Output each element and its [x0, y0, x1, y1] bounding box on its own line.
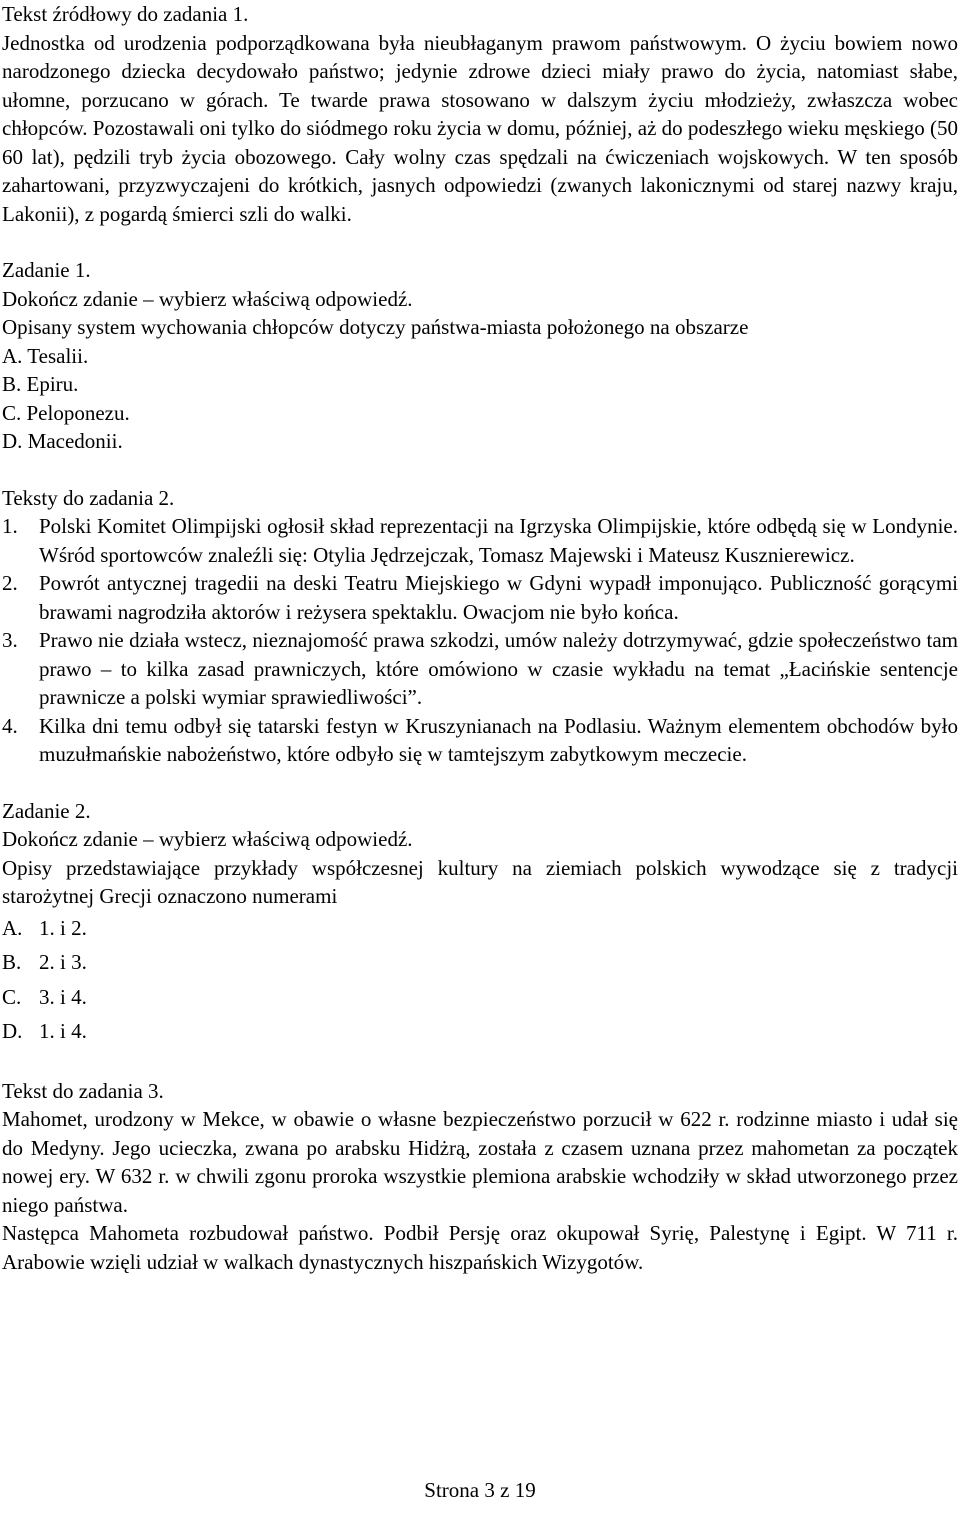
- option-label: A.: [2, 915, 23, 940]
- task-2-option-b[interactable]: [2, 945, 958, 980]
- task-2-option-c[interactable]: [2, 980, 958, 1015]
- option-text: 3. i 4.: [39, 984, 87, 1009]
- source-1-heading: Tekst źródłowy do zadania 1.: [2, 2, 249, 26]
- task-1-option-a[interactable]: A. Tesalii.: [2, 343, 89, 368]
- task-1-options: [2, 342, 958, 456]
- task-1-instruction: Dokończ zdanie – wybierz właściwą odpowiedź.: [2, 286, 413, 311]
- source-1-body: Jednostka od urodzenia podporządkowana była nieubłaganym prawom państwowym. O życiu bowiem nowo narodzonego dziecka decydowało państwo; jedynie zdrowe dzieci miały prawo do życia, natomiast słabe, ułomne, porzucano w górach. Te twarde prawa stosowano w dalszym życiu młodzieży, zwłaszcza wobec chłopców. Pozostawali oni tylko do siódmego roku życia w domu, później, aż do podeszłego wieku męskiego (50 60 lat), pędzili tryb życia obozowego. Cały wolny czas spędzali na ćwiczeniach wojskowych. W ten sposób zahartowani, przyzwyczajeni do krótkich, jasnych odpowiedzi (zwanych lakonicznymi od starej nazwy kraju, Lakonii), z pogardą śmierci szli do walki.: [2, 30, 958, 226]
- task-1-question: Opisany system wychowania chłopców dotyczy państwa-miasta położonego na obszarze: [2, 315, 749, 339]
- task-2-option-a[interactable]: [2, 911, 958, 946]
- texts-2-heading: Teksty do zadania 2.: [2, 485, 175, 510]
- page-number: Strona 3 z 19: [424, 1478, 536, 1502]
- text-2-item-text: Powrót antycznej tragedii na deski Teatru Miejskiego w Gdyni wypadł imponująco. Publiczność gorącymi brawami nagrodziła aktorów i reżysera spektaklu. Owacjom nie było końca.: [39, 571, 958, 624]
- task-2-option-d[interactable]: [2, 1014, 958, 1049]
- task-1-option-d[interactable]: D. Macedonii.: [2, 429, 123, 453]
- task-2: [2, 797, 958, 1049]
- task-2-instruction: Dokończ zdanie – wybierz właściwą odpowiedź.: [2, 827, 413, 851]
- task-1: [2, 256, 958, 456]
- text-2-item: [2, 569, 958, 626]
- text-2-item-text: Kilka dni temu odbył się tatarski festyn w Kruszynianach na Podlasiu. Ważnym elementem obchodów było muzułmańskie nabożeństwo, które odbyło się w tamtejszym zabytkowym meczecie.: [39, 713, 958, 766]
- task-1-option-c[interactable]: C. Peloponezu.: [2, 400, 130, 425]
- text-2-item: [2, 626, 958, 712]
- option-text: 1. i 4.: [39, 1019, 87, 1043]
- source-3-heading: Tekst do zadania 3.: [2, 1078, 164, 1103]
- option-label: B.: [2, 950, 22, 974]
- source-text-1: [2, 0, 958, 228]
- task-1-option-b[interactable]: B. Epiru.: [2, 372, 79, 396]
- source-3-paragraph: Mahomet, urodzony w Mekce, w obawie o własne bezpieczeństwo porzucił w 622 r. rodzinne miasto i udał się do Medyny. Jego ucieczka, zwana po arabsku Hidżrą, została z czasem uznana przez mahometan za początek nowej ery. W 632 r. w chwili zgonu proroka wszystkie plemiona arabskie wchodziły w skład utworzonego przez niego państwa.: [2, 1107, 958, 1217]
- task-2-question: Opisy przedstawiające przykłady współczesnej kultury na ziemiach polskich wywodzące się z tradycji starożytnej Grecji oznaczono numerami: [2, 855, 958, 908]
- source-text-3: [2, 1077, 958, 1277]
- task-2-heading: Zadanie 2.: [2, 798, 91, 823]
- text-2-item: [2, 512, 958, 569]
- option-text: 2. i 3.: [39, 950, 87, 974]
- task-1-heading: Zadanie 1.: [2, 258, 91, 282]
- text-2-item-text: Prawo nie działa wstecz, nieznajomość prawa szkodzi, umów należy dotrzymywać, gdzie społeczeństwo tam prawo – to kilka zasad prawniczych, które omówiono w czasie wykładu na temat „Łacińskie sentencje prawnicze a polski wymiar sprawiedliwości”.: [39, 628, 958, 709]
- source-3-paragraph: Następca Mahometa rozbudował państwo. Podbił Persję oraz okupował Syrię, Palestynę i Egipt. W 711 r. Arabowie wzięli udział w walkach dynastycznych hiszpańskich Wizygotów.: [2, 1221, 958, 1274]
- text-2-item-number: 2.: [2, 571, 18, 595]
- text-2-item: [2, 712, 958, 769]
- option-label: D.: [2, 1019, 23, 1043]
- task-2-options: [2, 911, 958, 1049]
- text-2-item-number: 4.: [2, 713, 18, 738]
- text-2-item-text: Polski Komitet Olimpijski ogłosił skład reprezentacji na Igrzyska Olimpijskie, które odbędą się w Londynie. Wśród sportowców znaleźli się: Otylia Jędrzejczak, Tomasz Majewski i Mateusz Kusznierewicz.: [39, 514, 958, 567]
- text-2-item-number: 1.: [2, 514, 18, 538]
- option-text: 1. i 2.: [39, 915, 87, 940]
- text-2-item-number: 3.: [2, 628, 18, 652]
- exam-page: [2, 0, 958, 1276]
- option-label: C.: [2, 984, 22, 1009]
- texts-task-2: [2, 484, 958, 769]
